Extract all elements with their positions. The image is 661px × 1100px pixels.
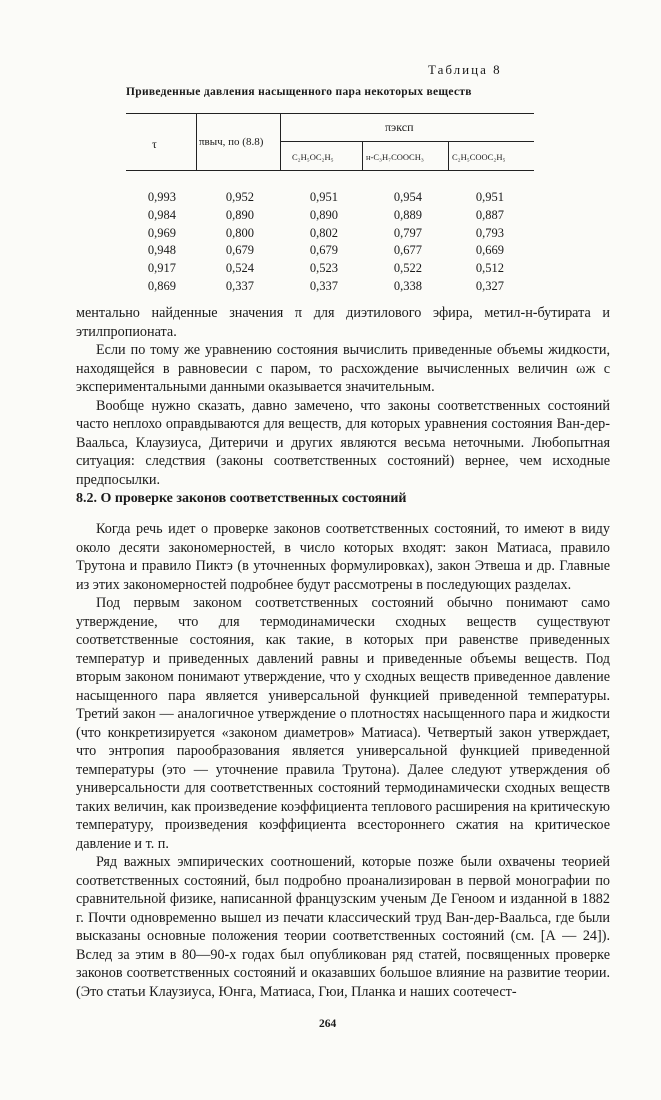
table-header-rule [126, 170, 534, 171]
table-cell: 0,524 [225, 261, 254, 276]
table-cell: 0,889 [393, 207, 422, 222]
table-cell: 0,890 [225, 207, 254, 222]
subheader-methyl-butyrate: н-C₃H₇COOCH₃ [366, 152, 424, 162]
header-pi-exp: πэксп [385, 120, 414, 134]
column-pi-calc [218, 189, 254, 296]
table-vline-2 [280, 113, 281, 170]
table-cell: 0,523 [309, 261, 338, 276]
paragraph: ментально найденные значения π для диэтилового эфира, метил-н-бутирата и этилпропионата. [76, 305, 610, 340]
table-cell: 0,887 [475, 207, 504, 222]
text-block-1 [76, 304, 610, 489]
header-pi-calc: πвыч, по (8.8) [199, 136, 264, 148]
table-vline-4 [448, 141, 449, 170]
page-number: 264 [319, 1018, 337, 1030]
table-cell: 0,952 [225, 190, 254, 204]
table-cell: 0,793 [475, 225, 504, 240]
table-cell: 0,669 [475, 243, 504, 258]
table-mid-rule [280, 141, 534, 142]
column-ethyl-propionate [468, 189, 504, 296]
paragraph: Под первым законом соответственных состояний обычно понимают само утверждение, что для термодинамически сходных веществ существуют соответственные состояния, как такие, в которых при равенстве приведенных температур и приведенных давлений равны и приведенные объемы веществ. Под вторым законом понимают утверждение, что у сходных веществ приведенное давление насыщенного пара является универсальной функцией приведенной температуры. Третий закон — аналогичное утверждение о плотностях насыщенного пара и жидкости (что конкретизируется «законом диаметров» Матиаса). Четвертый закон утверждает, что энтропия парообразования является универсальной функцией приведенной температуры (это — уточнение правила Трутона). Далее следуют утверждения об универсальности для соответственных состояний термодинамически сходных веществ таких величин, как произведение коэффициента теплового расширения на критическую температуру, произведения коэффициента всестороннего сжатия на критическое давление и т. п. [76, 595, 610, 852]
table-label: Таблица 8 [428, 62, 502, 77]
table-cell: 0,677 [393, 243, 422, 258]
column-methyl-butyrate [386, 189, 422, 296]
table-cell: 0,512 [475, 261, 504, 276]
subheader-ethyl-propionate: C₂H₅COOC₂H₅ [452, 152, 506, 162]
paragraph: Если по тому же уравнению состояния вычислить приведенные объемы жидкости, находящейся в равновесии с паром, то расхождение вычисленных величин ωж с экспериментальными данными оказывается значительным. [76, 342, 610, 395]
column-tau [140, 189, 176, 296]
table-vline-3 [362, 141, 363, 170]
table-cell: 0,954 [393, 190, 422, 204]
table-cell: 0,337 [225, 278, 254, 293]
header-tau: τ [152, 137, 157, 151]
text-block-2 [76, 520, 610, 1001]
table-cell: 0,917 [147, 261, 176, 276]
table-cell: 0,951 [475, 190, 504, 204]
paragraph: Когда речь идет о проверке законов соответственных состояний, то имеют в виду около десяти закономерностей, в число которых входят: закон Матиаса, правило Трутона и правило Пиктэ (в уточненных формулировках), закон Этвеша и др. Главные из этих закономерностей подробнее будут рассмотрены в последующих разделах. [76, 521, 610, 593]
table-vline-1 [196, 113, 197, 170]
table-cell: 0,890 [309, 207, 338, 222]
table-top-rule [126, 113, 534, 114]
table-cell: 0,993 [147, 190, 176, 204]
paragraph: Ряд важных эмпирических соотношений, которые позже были охвачены теорией соответственных состояний, был подробно проанализирован в первой монографии по сравнительной физике, написанной французским ученым Де Геноом и изданной в 1882 г. Почти одновременно вышел из печати классический труд Ван-дер-Ваальса, где были высказаны основные положения теории соответственных состояний (см. [А — 24]). Вслед за этим в 80—90-х годах был опубликован ряд статей, посвященных проверке законов соответственных состояний и оказавших большое влияние на развитие теории. (Это статьи Клаузиуса, Юнга, Матиаса, Гюи, Планка и наших соотечест- [76, 854, 610, 1000]
table-cell: 0,951 [309, 190, 338, 204]
section-title: 8.2. О проверке законов соответственных состояний [76, 491, 407, 506]
table-cell: 0,797 [393, 225, 422, 240]
table-cell: 0,948 [147, 243, 176, 258]
table-cell: 0,338 [393, 278, 422, 293]
table-cell: 0,984 [147, 207, 176, 222]
table-cell: 0,337 [309, 278, 338, 293]
paragraph: Вообще нужно сказать, давно замечено, что законы соответственных состояний часто неплохо оправдываются для веществ, для которых уравнения состояния Ван-дер-Ваальса, Клаузиуса, Дитеричи и других являются весьма неточными. Любопытная ситуация: следствия (законы соответственных состояний) вернее, чем исходные предпосылки. [76, 397, 610, 488]
table-cell: 0,522 [393, 261, 422, 276]
table-caption: Приведенные давления насыщенного пара некоторых веществ [126, 86, 472, 98]
column-diethyl-ether [302, 189, 338, 296]
subheader-diethyl-ether: C₂H₅OC₂H₅ [292, 152, 334, 162]
table-cell: 0,800 [225, 225, 254, 240]
table-cell: 0,802 [309, 225, 338, 240]
table-cell: 0,969 [147, 225, 176, 240]
table-cell: 0,679 [225, 243, 254, 258]
table-cell: 0,327 [475, 278, 504, 293]
table-cell: 0,869 [147, 278, 176, 293]
table-cell: 0,679 [309, 243, 338, 258]
